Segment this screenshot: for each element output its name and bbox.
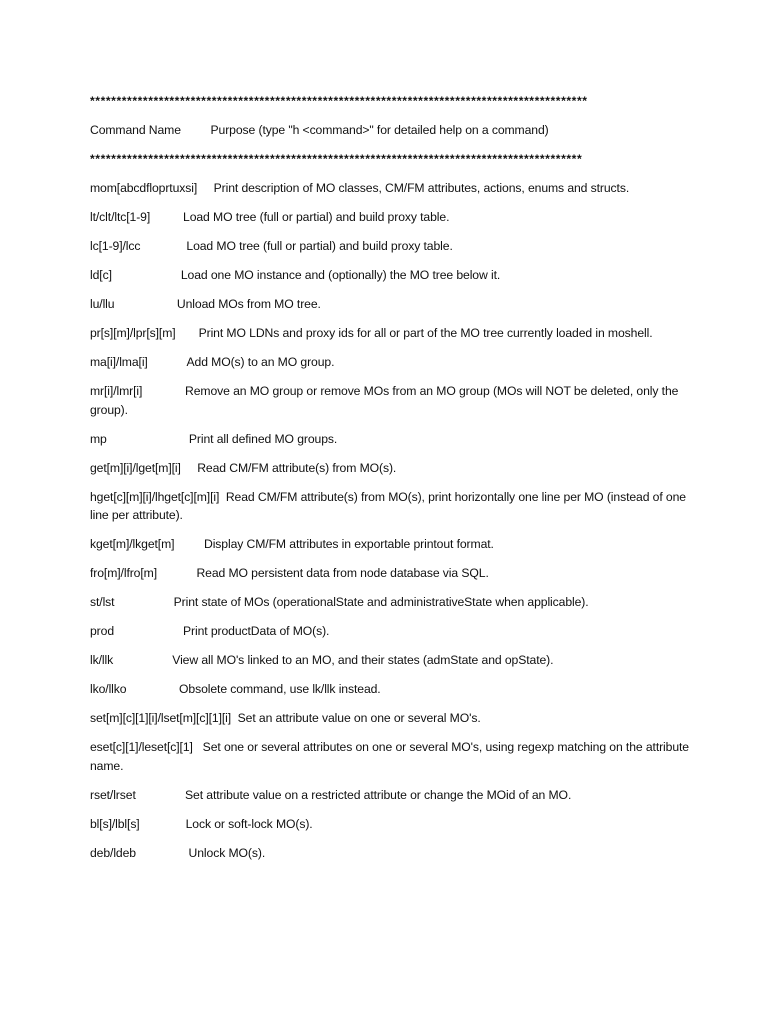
command-name: mp: [90, 431, 107, 446]
command-entry: [90, 622, 690, 641]
command-entry: [90, 844, 690, 863]
command-name: eset[c][1]/leset[c][1]: [90, 740, 193, 754]
command-name: set[m][c][1][i]/lset[m][c][1][i]: [90, 711, 232, 725]
command-spacer: [136, 846, 189, 860]
document-page: [90, 92, 693, 873]
command-description: Read MO persistent data from node database via SQL.: [196, 566, 489, 580]
command-spacer: [181, 461, 197, 475]
command-name: st/lst: [90, 595, 115, 609]
command-description: Remove an MO group or remove MOs from an MO group (MOs will NOT be deleted, only the group).: [90, 384, 682, 417]
command-description: Load MO tree (full or partial) and build proxy table.: [186, 239, 453, 253]
command-entry: [90, 564, 690, 583]
command-description: Set one or several attributes on one or several MO's, using regexp matching on the attribute name.: [90, 740, 693, 773]
command-spacer: [231, 711, 238, 725]
command-spacer: [174, 537, 204, 551]
command-entry: [90, 815, 690, 834]
header-spacer: [181, 123, 211, 137]
command-spacer: [112, 268, 181, 282]
command-entry: [90, 237, 690, 256]
command-entry: [90, 535, 690, 554]
command-description: Unlock MO(s).: [188, 845, 266, 860]
command-name: lk/llk: [90, 653, 114, 667]
table-header: [90, 121, 690, 140]
command-spacer: [142, 384, 185, 398]
command-name: pr[s][m]/lpr[s][m]: [90, 326, 176, 340]
command-description: Obsolete command, use lk/llk instead.: [179, 682, 381, 696]
command-name: kget[m]/lkget[m]: [90, 537, 175, 551]
command-spacer: [114, 624, 183, 638]
command-name: lc[1-9]/lcc: [90, 239, 141, 253]
command-entry: [90, 179, 690, 198]
command-name: fro[m]/lfro[m]: [90, 566, 157, 580]
command-entry: [90, 738, 693, 775]
command-description: Print description of MO classes, CM/FM attributes, actions, enums and structs.: [213, 181, 630, 195]
command-spacer: [219, 490, 226, 504]
command-entry: [90, 593, 690, 612]
command-entry: [90, 208, 690, 227]
command-entry: [90, 295, 690, 314]
command-entry: [90, 430, 690, 449]
command-description: Set an attribute value on one or several MO's.: [237, 711, 481, 725]
command-description: Unload MOs from MO tree.: [176, 297, 321, 311]
command-spacer: [176, 326, 199, 340]
command-description: Print MO LDNs and proxy ids for all or part of the MO tree currently loaded in moshell.: [198, 326, 653, 340]
command-description: View all MO's linked to an MO, and their states (admState and opState).: [172, 653, 554, 667]
command-list: [90, 179, 693, 862]
command-spacer: [197, 181, 213, 195]
command-description: Print state of MOs (operationalState and administrativeState when applicable).: [173, 595, 589, 609]
command-description: Print productData of MO(s).: [183, 624, 330, 638]
command-spacer: [140, 239, 186, 253]
command-entry: [90, 786, 690, 805]
command-name: lko/llko: [90, 682, 127, 696]
command-spacer: [126, 682, 179, 696]
command-name: hget[c][m][i]/lhget[c][m][i]: [90, 489, 220, 504]
command-description: Display CM/FM attributes in exportable printout format.: [204, 537, 494, 551]
command-entry: [90, 382, 690, 419]
command-name: deb/ldeb: [90, 845, 136, 860]
command-description: Read CM/FM attribute(s) from MO(s).: [197, 460, 397, 475]
command-spacer: [136, 788, 185, 802]
command-name: get[m][i]/lget[m][i]: [90, 460, 181, 475]
command-entry: [90, 324, 690, 343]
command-entry: [90, 680, 690, 699]
command-spacer: [113, 653, 172, 667]
command-name: mom[abcdfloprtuxsi]: [90, 181, 198, 195]
command-name: lt/clt/ltc[1-9]: [90, 210, 151, 224]
command-description: Add MO(s) to an MO group.: [186, 355, 335, 369]
command-description: Read CM/FM attribute(s) from MO(s), print horizontally one line per MO (instead of one line per attribute).: [90, 489, 690, 522]
command-description: Lock or soft-lock MO(s).: [185, 816, 313, 831]
command-spacer: [114, 595, 173, 609]
command-name: rset/lrset: [90, 787, 136, 802]
command-description: Print all defined MO groups.: [188, 431, 338, 446]
command-name: ma[i]/lma[i]: [90, 355, 148, 369]
command-entry: [90, 353, 690, 372]
command-spacer: [140, 817, 186, 831]
command-spacer: [193, 740, 203, 754]
command-spacer: [157, 566, 196, 580]
command-name: prod: [90, 624, 114, 638]
command-name: bl[s]/lbl[s]: [90, 816, 140, 831]
command-name: lu/llu: [90, 297, 115, 311]
command-entry: [90, 266, 690, 285]
command-description: Set attribute value on a restricted attribute or change the MOid of an MO.: [185, 787, 572, 802]
command-spacer: [114, 297, 176, 311]
command-entry: [90, 488, 690, 525]
command-name: ld[c]: [90, 268, 112, 282]
top-separator: **********************************************************************************************: [90, 94, 588, 108]
command-entry: [90, 651, 690, 670]
command-description: Load MO tree (full or partial) and build proxy table.: [183, 210, 450, 224]
command-spacer: [148, 355, 187, 369]
header-separator: *********************************************************************************************: [90, 152, 583, 166]
command-spacer: [150, 210, 183, 224]
header-command-name: Command Name: [90, 123, 181, 137]
command-description: Load one MO instance and (optionally) the MO tree below it.: [180, 268, 501, 282]
command-name: mr[i]/lmr[i]: [90, 384, 143, 398]
command-entry: [90, 459, 690, 478]
header-purpose: Purpose (type "h <command>" for detailed help on a command): [210, 123, 549, 137]
command-entry: [90, 709, 690, 728]
command-spacer: [107, 432, 189, 446]
